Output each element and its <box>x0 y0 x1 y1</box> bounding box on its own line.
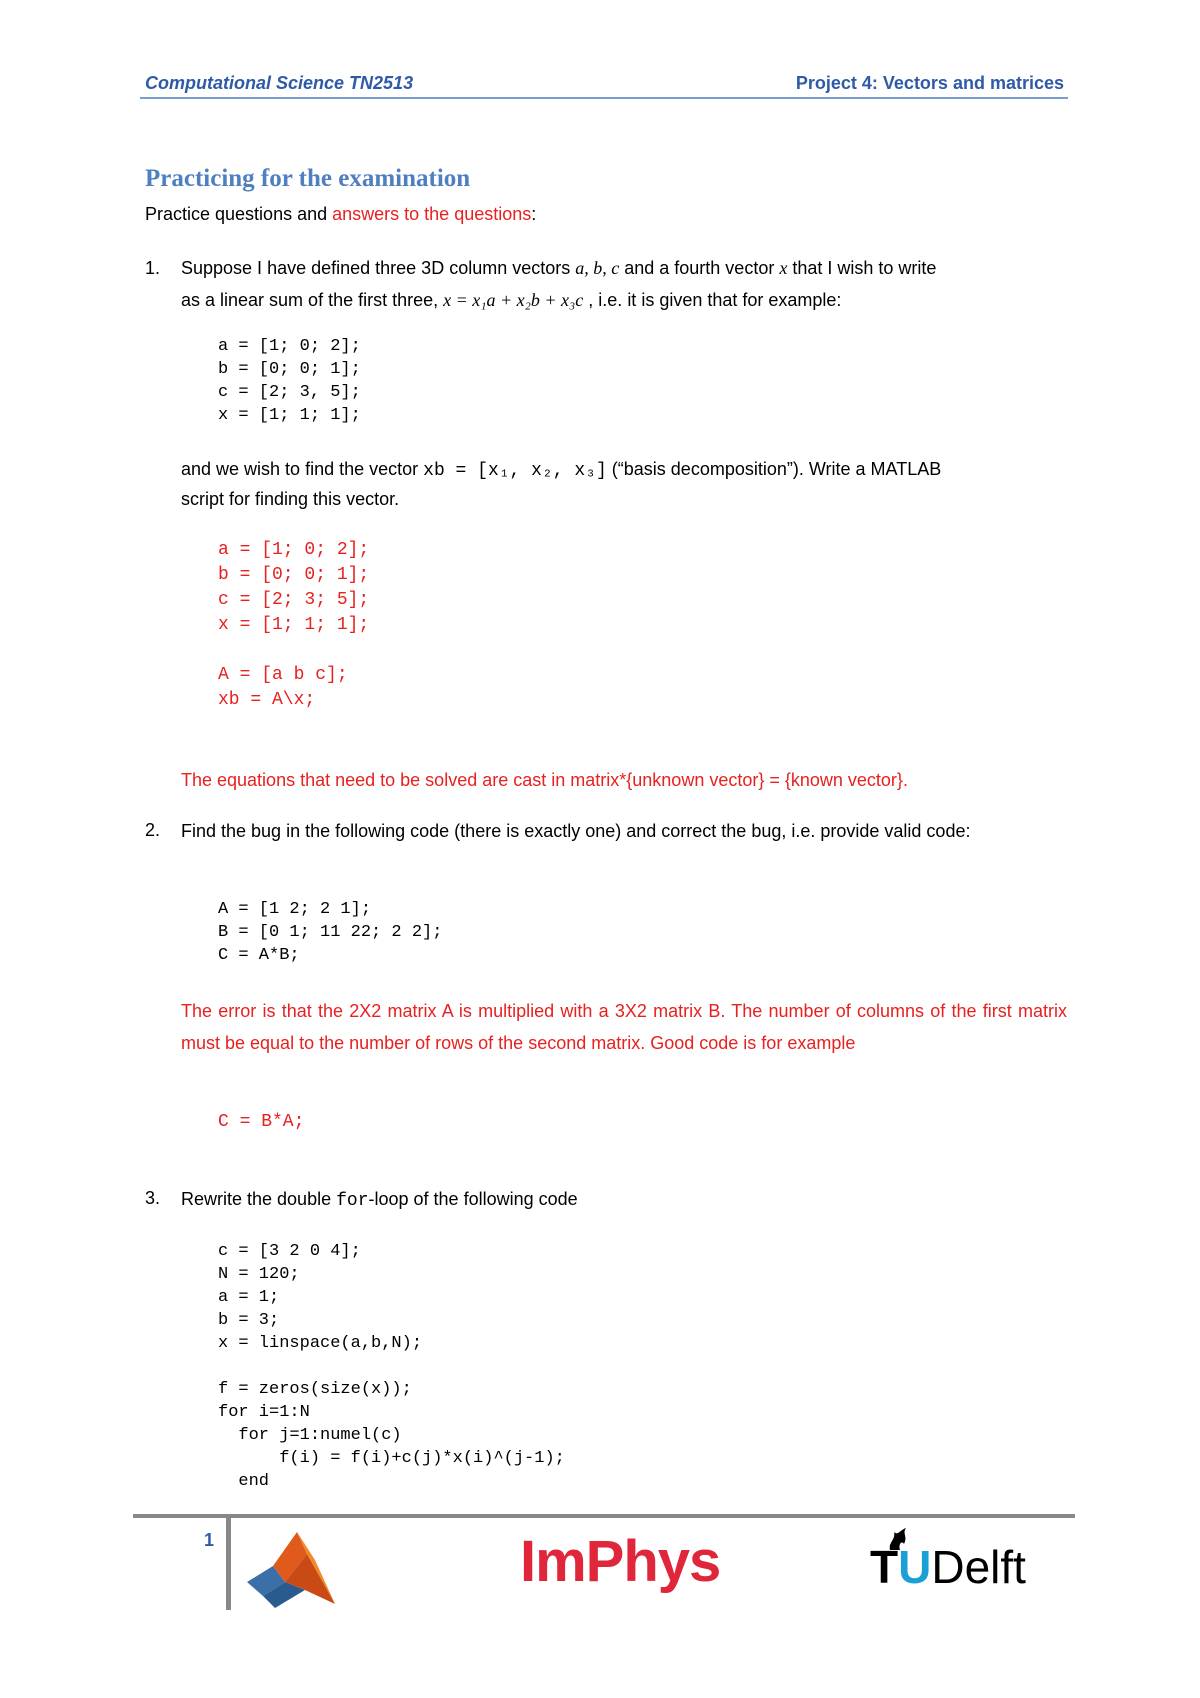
section-title: Practicing for the examination <box>145 165 471 192</box>
q2-code-block <box>218 898 442 967</box>
code-line: for i=1:N <box>218 1403 310 1422</box>
code-line: a = [1; 0; 2]; <box>218 337 361 356</box>
q1-find-b: (“basis decomposition”). Write a MATLAB <box>606 459 942 479</box>
page-number: 1 <box>204 1530 215 1550</box>
code-line: xb = A\x; <box>218 690 316 710</box>
code-line: a = [1; 0; 2]; <box>218 540 370 560</box>
q1-x: x <box>779 258 788 278</box>
q1-line1-c: that I wish to write <box>787 258 937 278</box>
q2-text: Find the bug in the following code (there is exactly one) and correct the bug, i.e. provide valid code: <box>181 821 971 841</box>
q2-answer-text: The error is that the 2X2 matrix A is multiplied with a 3X2 matrix B. The number of columns of the first matrix must be equal to the number of rows of the second matrix. Good code is for example <box>181 1001 1067 1053</box>
imphys-logo: ImPhys <box>520 1529 721 1594</box>
q1-find-text <box>181 455 1067 513</box>
code-line: N = 120; <box>218 1265 300 1284</box>
header-project-title: Project 4: Vectors and matrices <box>795 73 1064 93</box>
code-line: b = 3; <box>218 1311 280 1330</box>
tudelft-logo <box>870 1540 1026 1594</box>
code-line: f = zeros(size(x)); <box>218 1380 412 1399</box>
q1-text <box>181 252 1067 316</box>
code-line: b = [0; 0; 1]; <box>218 565 370 585</box>
code-line: c = [2; 3; 5]; <box>218 590 370 610</box>
q3-text-a: Rewrite the double <box>181 1189 337 1209</box>
tudelft-logo-t: T <box>870 1541 899 1593</box>
q3-for-keyword: for <box>336 1191 369 1211</box>
q2-number: 2. <box>145 820 161 840</box>
intro-text <box>145 204 536 225</box>
code-line: C = A*B; <box>218 946 300 965</box>
q1-line1-b: and a fourth vector <box>619 258 780 278</box>
q3-code-block <box>218 1240 565 1493</box>
matlab-logo-icon <box>245 1524 337 1610</box>
code-line: A = [1 2; 2 1]; <box>218 900 372 919</box>
code-line: a = 1; <box>218 1288 280 1307</box>
q1-answer-code <box>218 538 369 713</box>
code-line: x = [1; 1; 1]; <box>218 406 361 425</box>
tudelft-logo-u: U <box>898 1541 932 1593</box>
code-line: B = [0 1; 11 22; 2 2]; <box>218 923 443 942</box>
q1-number: 1. <box>145 258 161 278</box>
q1-find-line2: script for finding this vector. <box>181 489 400 509</box>
q3-text <box>181 1183 1067 1217</box>
code-line: x = [1; 1; 1]; <box>218 615 370 635</box>
q3-text-b: -loop of the following code <box>368 1189 578 1209</box>
header-divider <box>140 97 1068 99</box>
q1-line1-a: Suppose I have defined three 3D column vectors <box>181 258 576 278</box>
code-line: end <box>218 1472 270 1491</box>
code-line: b = [0; 0; 1]; <box>218 360 361 379</box>
q1-equation: x = x₁a + x₂b + x₃c <box>443 290 584 310</box>
intro-suffix: : <box>531 204 537 224</box>
q1-code-block <box>218 335 361 427</box>
code-line: f(i) = f(i)+c(j)*x(i)^(j-1); <box>218 1449 565 1468</box>
intro-highlight: answers to the questions <box>332 204 532 224</box>
tudelft-logo-rest: Delft <box>931 1541 1026 1593</box>
q1-find-eq: = [x₁, x₂, x₃] <box>444 461 607 481</box>
q1-line2-b: , i.e. it is given that for example: <box>583 290 842 310</box>
q1-line2-a: as a linear sum of the first three, <box>181 290 444 310</box>
code-line: c = [3 2 0 4]; <box>218 1242 361 1261</box>
footer-vertical-bar <box>226 1518 231 1610</box>
header-course-title: Computational Science TN2513 <box>145 73 414 93</box>
q1-answer-text: The equations that need to be solved are cast in matrix*{unknown vector} = {known vector}. <box>181 770 908 790</box>
q2-answer-code <box>218 1110 304 1135</box>
code-line: C = B*A; <box>218 1112 305 1132</box>
footer-divider <box>133 1514 1075 1518</box>
q1-find-xb: xb <box>423 461 445 481</box>
code-line: for j=1:numel(c) <box>218 1426 402 1445</box>
q1-find-a: and we wish to find the vector <box>181 459 424 479</box>
q3-number: 3. <box>145 1188 161 1208</box>
code-line: c = [2; 3, 5]; <box>218 383 361 402</box>
code-line: x = linspace(a,b,N); <box>218 1334 423 1353</box>
q1-vars: a, b, c <box>575 258 620 278</box>
code-line: A = [a b c]; <box>218 665 348 685</box>
intro-prefix: Practice questions and <box>145 204 333 224</box>
